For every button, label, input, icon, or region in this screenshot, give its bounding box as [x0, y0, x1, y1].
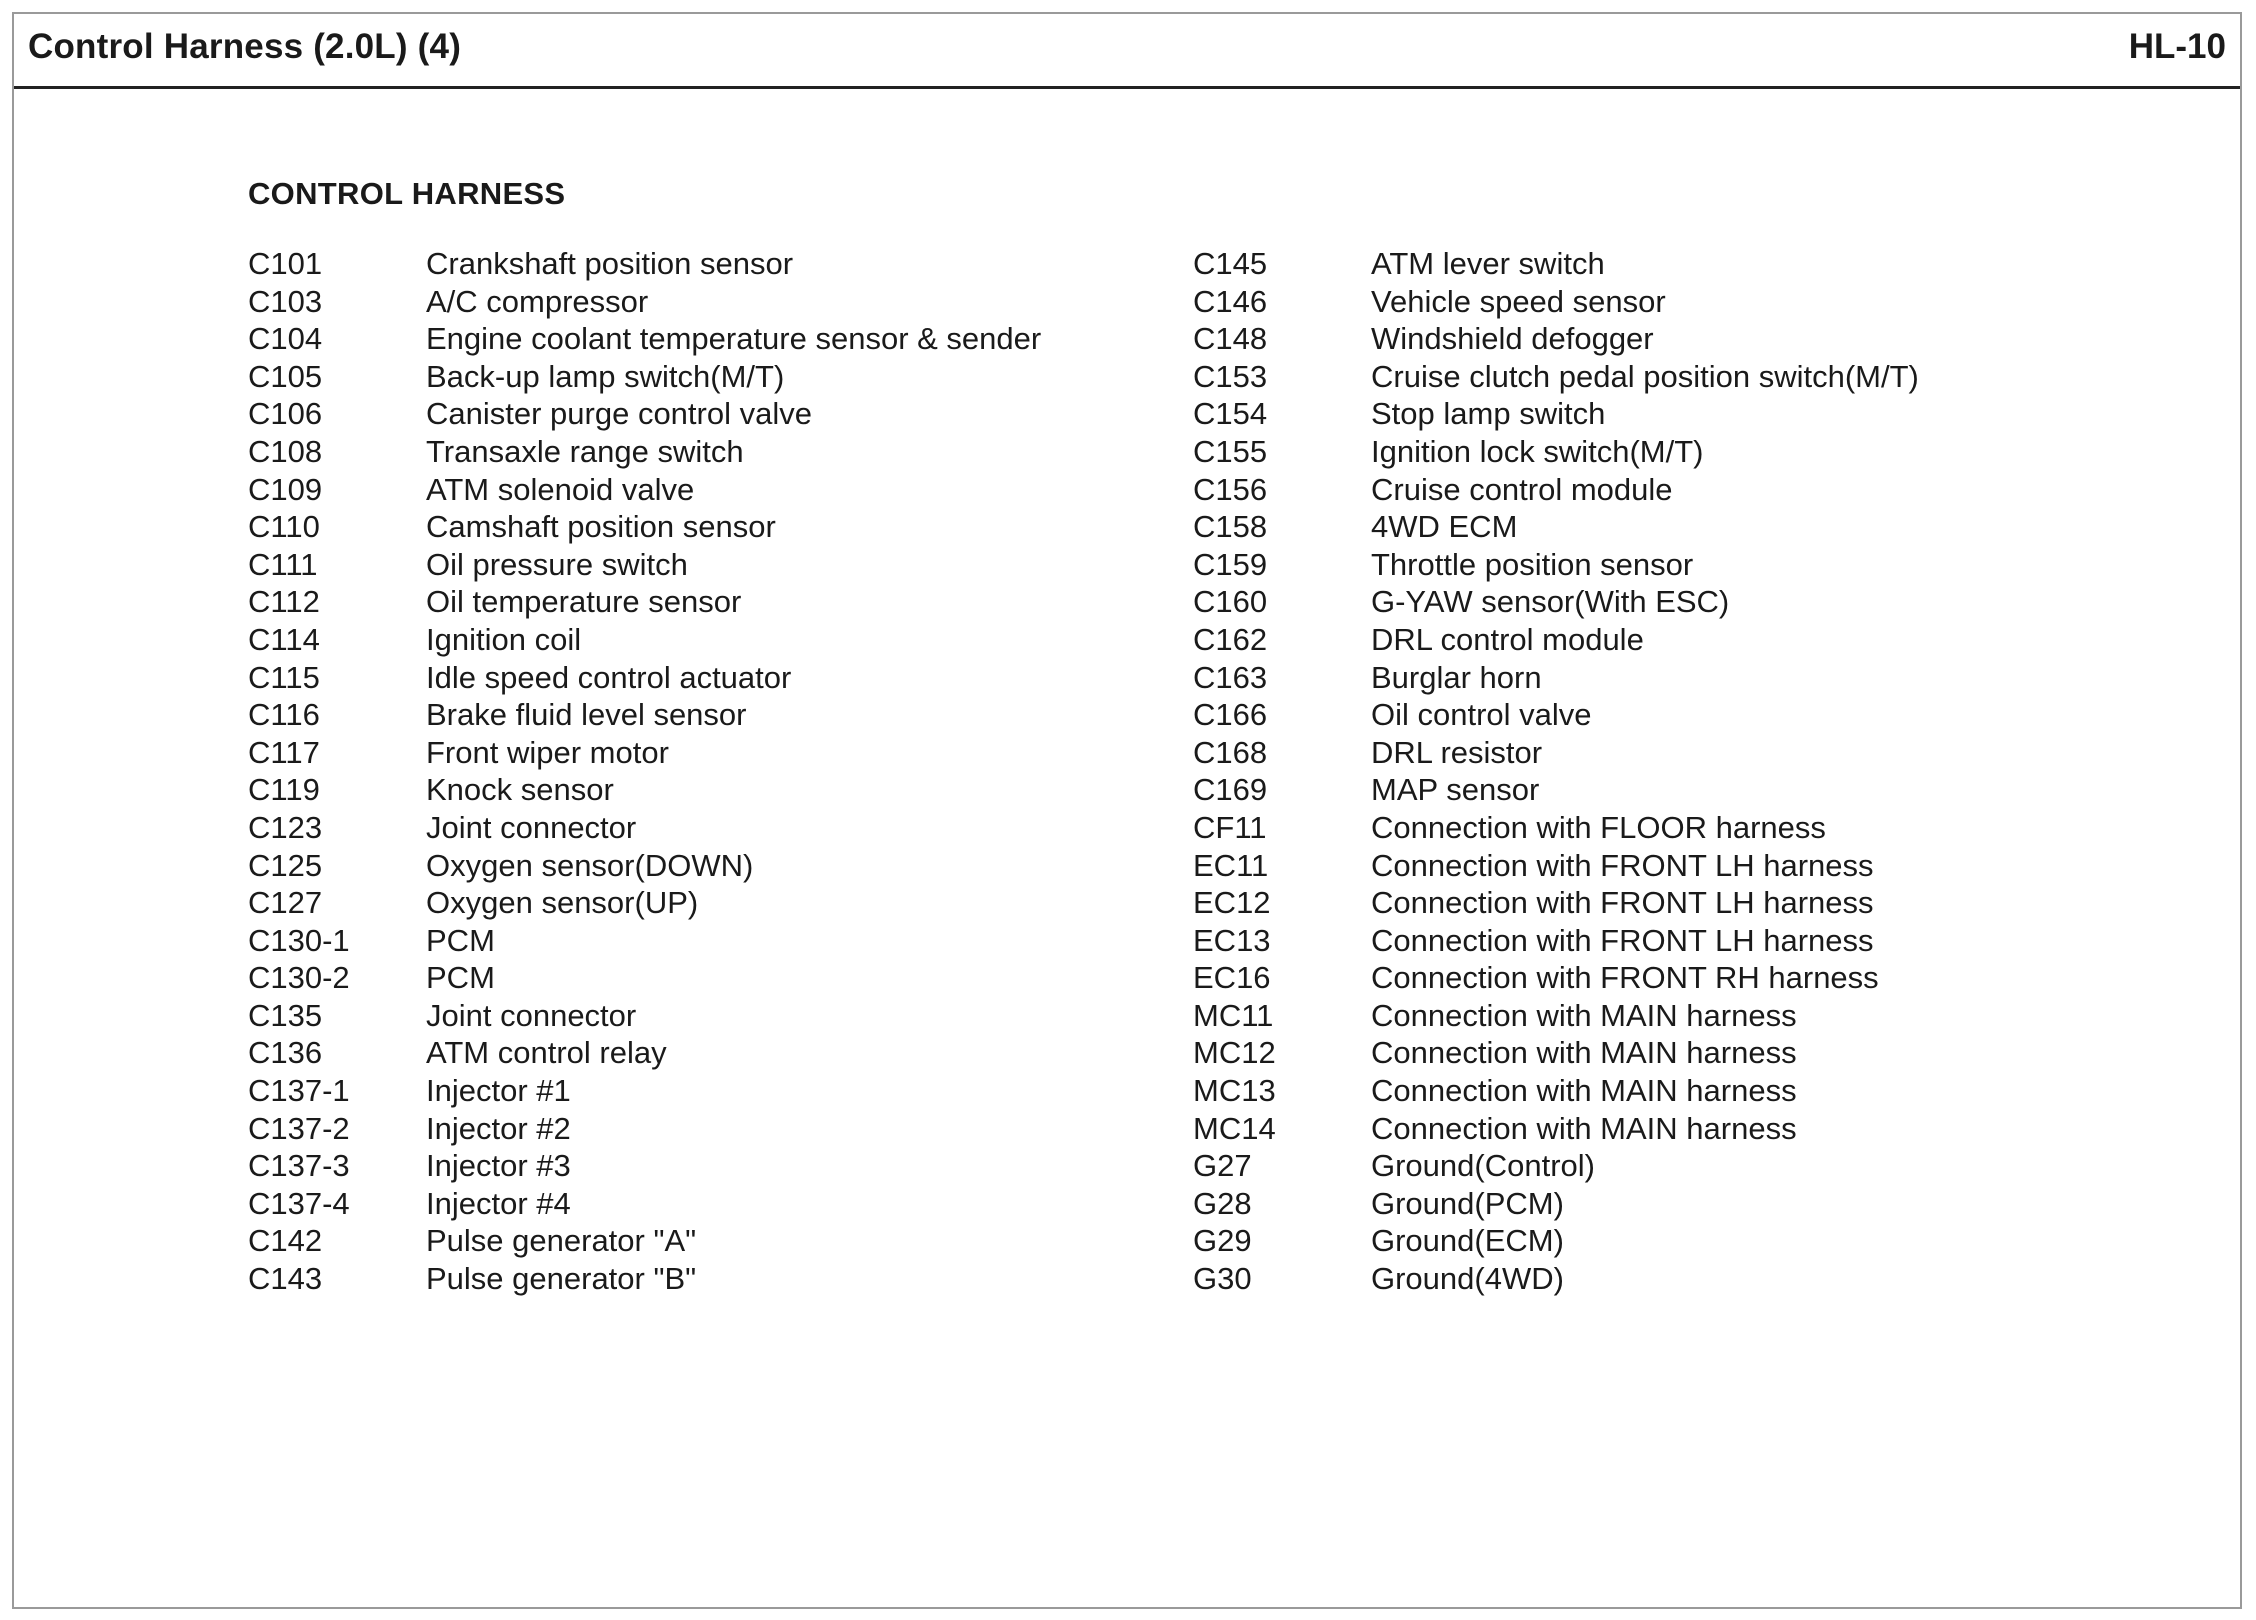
connector-description: Brake fluid level sensor: [426, 697, 747, 733]
connector-row: [248, 997, 1041, 1035]
connector-description: Joint connector: [426, 997, 637, 1033]
connector-description: Injector #3: [426, 1148, 571, 1184]
connector-description: PCM: [426, 922, 495, 958]
connector-description: Injector #4: [426, 1185, 571, 1221]
connector-description: Engine coolant temperature sensor & sender: [426, 321, 1042, 357]
connector-description: PCM: [426, 960, 495, 996]
connector-code: G30: [1193, 1261, 1252, 1297]
connector-description: ATM control relay: [426, 1035, 667, 1071]
connector-row: [248, 847, 1041, 885]
connector-row: [248, 1260, 1041, 1298]
connector-code: C148: [1193, 321, 1268, 357]
connector-description: Connection with MAIN harness: [1371, 997, 1797, 1033]
connector-code: C111: [248, 546, 318, 582]
connector-row: [1193, 734, 1919, 772]
connector-row: [1193, 1185, 1919, 1223]
connector-code: C104: [248, 321, 323, 357]
connector-code: C163: [1193, 659, 1268, 695]
connector-description: ATM solenoid valve: [426, 471, 695, 507]
connector-description: Ignition lock switch(M/T): [1371, 433, 1704, 469]
connector-code: MC13: [1193, 1073, 1276, 1109]
connector-row: [248, 1222, 1041, 1260]
connector-description: DRL resistor: [1371, 734, 1543, 770]
connector-row: [248, 696, 1041, 734]
connector-code: C137-2: [248, 1110, 350, 1146]
connector-row: [248, 734, 1041, 772]
connector-description: Canister purge control valve: [426, 396, 812, 432]
connector-code: C166: [1193, 697, 1268, 733]
connector-description: Injector #1: [426, 1073, 571, 1109]
connector-row: [248, 320, 1041, 358]
connector-row: [248, 1185, 1041, 1223]
connector-description: Connection with FRONT LH harness: [1371, 847, 1874, 883]
connector-row: [248, 508, 1041, 546]
connector-description: Oxygen sensor(DOWN): [426, 847, 754, 883]
connector-row: [248, 1034, 1041, 1072]
connector-code: G29: [1193, 1223, 1252, 1259]
connector-description: Ground(4WD): [1371, 1261, 1564, 1297]
connector-row: [1193, 320, 1919, 358]
connector-code: MC14: [1193, 1110, 1276, 1146]
connector-row: [1193, 1147, 1919, 1185]
connector-description: Oil control valve: [1371, 697, 1592, 733]
connector-description: Connection with MAIN harness: [1371, 1110, 1797, 1146]
connector-row: [1193, 922, 1919, 960]
connector-row: [248, 621, 1041, 659]
connector-row: [1193, 771, 1919, 809]
connector-code: C117: [248, 734, 320, 770]
connector-row: [248, 1147, 1041, 1185]
connector-code: C137-1: [248, 1073, 350, 1109]
connector-list-right: [1193, 245, 1919, 1298]
connector-row: [1193, 433, 1919, 471]
connector-description: Connection with MAIN harness: [1371, 1035, 1797, 1071]
connector-description: MAP sensor: [1371, 772, 1540, 808]
connector-row: [248, 395, 1041, 433]
connector-code: C114: [248, 621, 320, 657]
connector-code: C145: [1193, 246, 1268, 281]
connector-code: C103: [248, 283, 323, 319]
connector-code: EC11: [1193, 847, 1269, 883]
connector-row: [248, 471, 1041, 509]
connector-code: C123: [248, 809, 323, 845]
connector-code: C160: [1193, 584, 1268, 620]
connector-description: Connection with FRONT LH harness: [1371, 922, 1874, 958]
connector-code: C116: [248, 697, 320, 733]
connector-row: [248, 358, 1041, 396]
connector-description: Cruise clutch pedal position switch(M/T): [1371, 358, 1919, 394]
connector-code: C137-4: [248, 1185, 350, 1221]
connector-description: Burglar horn: [1371, 659, 1542, 695]
connector-code: C162: [1193, 621, 1268, 657]
connector-description: Stop lamp switch: [1371, 396, 1606, 432]
connector-description: Ground(PCM): [1371, 1185, 1564, 1221]
connector-row: [248, 884, 1041, 922]
connector-row: [248, 659, 1041, 697]
connector-code: C169: [1193, 772, 1268, 808]
connector-row: [1193, 1072, 1919, 1110]
connector-description: Pulse generator "A": [426, 1223, 697, 1259]
connector-code: C135: [248, 997, 323, 1033]
connector-description: Vehicle speed sensor: [1371, 283, 1666, 319]
connector-description: Idle speed control actuator: [426, 659, 792, 695]
connector-code: C112: [248, 584, 320, 620]
connector-row: [1193, 395, 1919, 433]
connector-code: EC13: [1193, 922, 1271, 958]
connector-row: [1193, 621, 1919, 659]
connector-code: EC12: [1193, 885, 1271, 921]
connector-row: [248, 809, 1041, 847]
connector-code: C119: [248, 772, 320, 808]
connector-description: Oil pressure switch: [426, 546, 688, 582]
connector-row: [1193, 1034, 1919, 1072]
connector-row: [248, 283, 1041, 321]
connector-description: Oxygen sensor(UP): [426, 885, 699, 921]
page-number: HL-10: [2128, 27, 2226, 66]
connector-code: G27: [1193, 1148, 1252, 1184]
connector-row: [1193, 358, 1919, 396]
connector-row: [1193, 283, 1919, 321]
connector-code: C168: [1193, 734, 1268, 770]
connector-description: A/C compressor: [426, 283, 649, 319]
connector-description: 4WD ECM: [1371, 509, 1518, 545]
connector-code: C143: [248, 1261, 323, 1297]
connector-description: Pulse generator "B": [426, 1261, 697, 1297]
connector-description: Injector #2: [426, 1110, 571, 1146]
connector-description: Back-up lamp switch(M/T): [426, 358, 785, 394]
connector-row: [248, 583, 1041, 621]
connector-row: [1193, 884, 1919, 922]
connector-code: C115: [248, 659, 320, 695]
connector-row: [1193, 1260, 1919, 1298]
section-title: CONTROL HARNESS: [248, 176, 566, 211]
connector-description: Camshaft position sensor: [426, 509, 776, 545]
connector-row: [248, 922, 1041, 960]
connector-row: [1193, 583, 1919, 621]
connector-description: Ground(ECM): [1371, 1223, 1564, 1259]
connector-description: Cruise control module: [1371, 471, 1673, 507]
connector-description: Ignition coil: [426, 621, 582, 657]
connector-code: C105: [248, 358, 323, 394]
connector-description: G-YAW sensor(With ESC): [1371, 584, 1730, 620]
connector-code: C130-1: [248, 922, 350, 958]
connector-row: [1193, 659, 1919, 697]
connector-code: C101: [248, 246, 323, 281]
connector-code: C127: [248, 885, 323, 921]
connector-code: C155: [1193, 433, 1268, 469]
connector-code: C108: [248, 433, 323, 469]
connector-row: [1193, 847, 1919, 885]
connector-code: C154: [1193, 396, 1268, 432]
connector-description: Throttle position sensor: [1371, 546, 1694, 582]
connector-row: [248, 433, 1041, 471]
connector-code: C142: [248, 1223, 323, 1259]
connector-description: Ground(Control): [1371, 1148, 1595, 1184]
connector-code: C137-3: [248, 1148, 350, 1184]
connector-code: C158: [1193, 509, 1268, 545]
connector-description: Connection with FRONT LH harness: [1371, 885, 1874, 921]
page-header: [14, 14, 2240, 89]
connector-code: G28: [1193, 1185, 1252, 1221]
connector-description: Connection with MAIN harness: [1371, 1073, 1797, 1109]
connector-list-left: [248, 245, 1041, 1298]
connector-description: Connection with FRONT RH harness: [1371, 960, 1879, 996]
connector-row: [1193, 809, 1919, 847]
connector-code: C159: [1193, 546, 1268, 582]
page-title: Control Harness (2.0L) (4): [28, 27, 462, 66]
connector-description: Oil temperature sensor: [426, 584, 742, 620]
connector-row: [1193, 546, 1919, 584]
connector-code: EC16: [1193, 960, 1271, 996]
connector-code: C146: [1193, 283, 1268, 319]
connector-row: [248, 1072, 1041, 1110]
connector-description: Transaxle range switch: [426, 433, 744, 469]
connector-row: [248, 959, 1041, 997]
connector-code: CF11: [1193, 809, 1267, 845]
connector-description: Windshield defogger: [1371, 321, 1654, 357]
connector-row: [248, 546, 1041, 584]
connector-description: Front wiper motor: [426, 734, 669, 770]
connector-description: ATM lever switch: [1371, 246, 1605, 281]
connector-code: MC11: [1193, 997, 1274, 1033]
connector-row: [1193, 1110, 1919, 1148]
connector-code: MC12: [1193, 1035, 1276, 1071]
connector-row: [1193, 245, 1919, 283]
connector-row: [248, 1110, 1041, 1148]
connector-description: DRL control module: [1371, 621, 1644, 657]
connector-code: C110: [248, 509, 320, 545]
connector-row: [1193, 997, 1919, 1035]
connector-code: C130-2: [248, 960, 350, 996]
connector-code: C153: [1193, 358, 1268, 394]
connector-row: [1193, 696, 1919, 734]
connector-row: [1193, 471, 1919, 509]
connector-row: [1193, 508, 1919, 546]
connector-row: [1193, 1222, 1919, 1260]
connector-description: Joint connector: [426, 809, 637, 845]
connector-code: C156: [1193, 471, 1268, 507]
connector-code: C106: [248, 396, 323, 432]
connector-description: Crankshaft position sensor: [426, 246, 794, 281]
connector-description: Knock sensor: [426, 772, 614, 808]
connector-row: [1193, 959, 1919, 997]
connector-code: C109: [248, 471, 323, 507]
connector-code: C136: [248, 1035, 323, 1071]
connector-row: [248, 771, 1041, 809]
connector-row: [248, 245, 1041, 283]
connector-code: C125: [248, 847, 323, 883]
connector-description: Connection with FLOOR harness: [1371, 809, 1826, 845]
